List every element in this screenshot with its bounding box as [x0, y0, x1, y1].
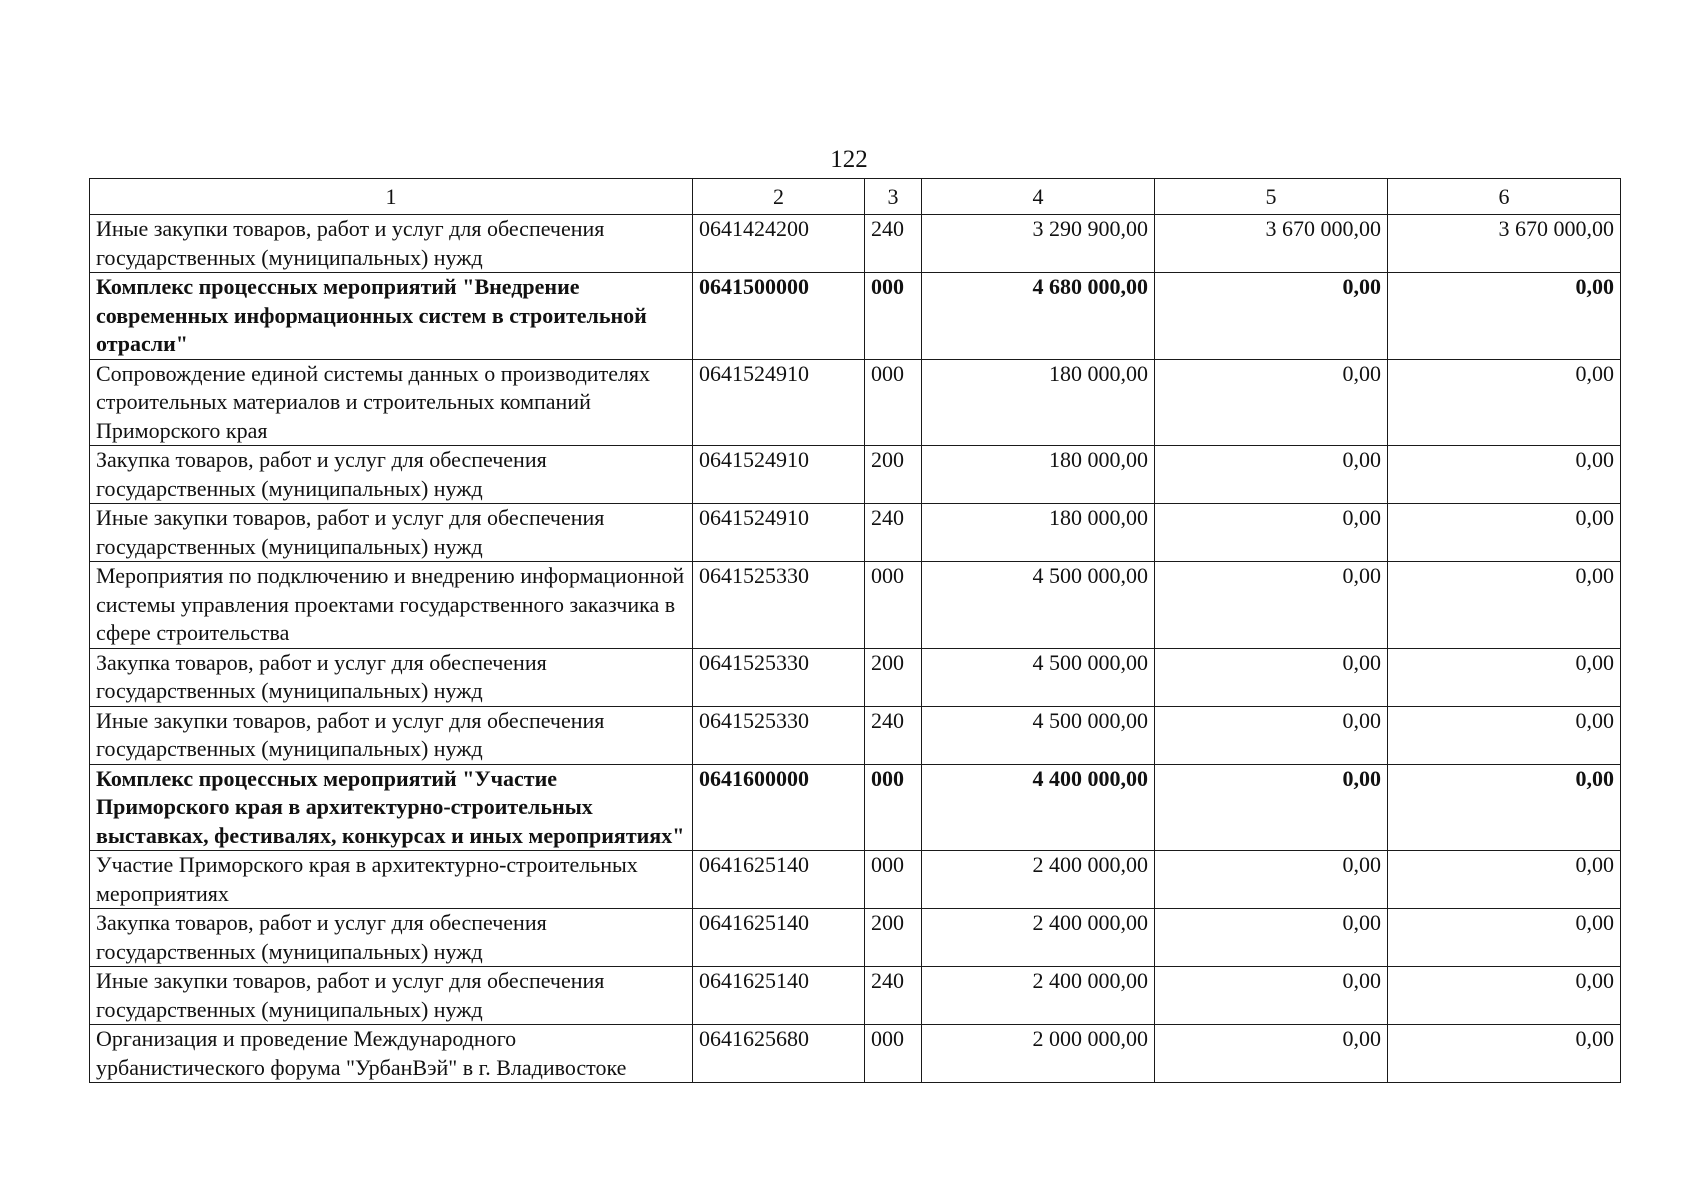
- row-value-4: 4 500 000,00: [922, 706, 1155, 764]
- row-value-4: 4 500 000,00: [922, 562, 1155, 649]
- row-name: Комплекс процессных мероприятий "Участие Приморского края в архитектурно-строительных выставках, фестивалях, конкурсах и иных мероприятиях": [90, 764, 693, 851]
- row-code: 0641600000: [693, 764, 865, 851]
- row-name: Закупка товаров, работ и услуг для обеспечения государственных (муниципальных) нужд: [90, 446, 693, 504]
- row-value-5: 0,00: [1155, 851, 1388, 909]
- row-value-6: 0,00: [1388, 967, 1621, 1025]
- row-value-5: 0,00: [1155, 446, 1388, 504]
- row-type: 000: [865, 764, 922, 851]
- row-value-6: 0,00: [1388, 851, 1621, 909]
- table-row: [90, 273, 1621, 360]
- row-value-5: 0,00: [1155, 967, 1388, 1025]
- table-row: [90, 504, 1621, 562]
- row-name: Сопровождение единой системы данных о производителях строительных материалов и строительных компаний Приморского края: [90, 359, 693, 446]
- row-value-4: 180 000,00: [922, 359, 1155, 446]
- row-value-4: 180 000,00: [922, 446, 1155, 504]
- row-value-6: 0,00: [1388, 273, 1621, 360]
- row-code: 0641525330: [693, 706, 865, 764]
- row-value-5: 0,00: [1155, 504, 1388, 562]
- row-code: 0641625140: [693, 967, 865, 1025]
- row-value-6: 0,00: [1388, 706, 1621, 764]
- row-value-6: 0,00: [1388, 648, 1621, 706]
- row-name: Организация и проведение Международного урбанистического форума "УрбанВэй" в г. Владивостоке: [90, 1025, 693, 1083]
- row-value-4: 180 000,00: [922, 504, 1155, 562]
- row-value-4: 2 400 000,00: [922, 851, 1155, 909]
- table-row: [90, 215, 1621, 273]
- row-value-6: 0,00: [1388, 446, 1621, 504]
- table-row: [90, 562, 1621, 649]
- table-header: [90, 179, 1621, 215]
- column-header-5: 5: [1155, 179, 1388, 215]
- table-row: [90, 764, 1621, 851]
- table-row: [90, 1025, 1621, 1083]
- row-type: 240: [865, 967, 922, 1025]
- row-name: Закупка товаров, работ и услуг для обеспечения государственных (муниципальных) нужд: [90, 648, 693, 706]
- column-header-6: 6: [1388, 179, 1621, 215]
- row-type: 200: [865, 446, 922, 504]
- table-row: [90, 967, 1621, 1025]
- row-type: 200: [865, 909, 922, 967]
- row-code: 0641525330: [693, 648, 865, 706]
- row-type: 200: [865, 648, 922, 706]
- row-value-5: 0,00: [1155, 359, 1388, 446]
- row-value-6: 3 670 000,00: [1388, 215, 1621, 273]
- table-row: [90, 851, 1621, 909]
- row-value-4: 4 500 000,00: [922, 648, 1155, 706]
- column-header-2: 2: [693, 179, 865, 215]
- row-value-5: 0,00: [1155, 648, 1388, 706]
- row-value-6: 0,00: [1388, 764, 1621, 851]
- table-row: [90, 909, 1621, 967]
- table-row: [90, 446, 1621, 504]
- row-name: Мероприятия по подключению и внедрению информационной системы управления проектами государственного заказчика в сфере строительства: [90, 562, 693, 649]
- row-code: 0641525330: [693, 562, 865, 649]
- row-name: Участие Приморского края в архитектурно-строительных мероприятиях: [90, 851, 693, 909]
- row-value-5: 0,00: [1155, 562, 1388, 649]
- table-row: [90, 359, 1621, 446]
- row-code: 0641625680: [693, 1025, 865, 1083]
- row-value-4: 3 290 900,00: [922, 215, 1155, 273]
- column-header-1: 1: [90, 179, 693, 215]
- row-code: 0641524910: [693, 504, 865, 562]
- row-name: Иные закупки товаров, работ и услуг для обеспечения государственных (муниципальных) нужд: [90, 504, 693, 562]
- row-code: 0641625140: [693, 851, 865, 909]
- row-value-5: 0,00: [1155, 764, 1388, 851]
- page-number: 122: [830, 146, 868, 173]
- row-code: 0641524910: [693, 446, 865, 504]
- row-name: Комплекс процессных мероприятий "Внедрение современных информационных систем в строительной отрасли": [90, 273, 693, 360]
- row-type: 240: [865, 504, 922, 562]
- table-body: [90, 215, 1621, 1083]
- row-type: 000: [865, 1025, 922, 1083]
- budget-table: [89, 178, 1621, 1083]
- row-value-4: 2 400 000,00: [922, 967, 1155, 1025]
- row-type: 000: [865, 273, 922, 360]
- row-value-5: 0,00: [1155, 273, 1388, 360]
- column-header-3: 3: [865, 179, 922, 215]
- table-row: [90, 648, 1621, 706]
- row-value-6: 0,00: [1388, 359, 1621, 446]
- column-header-4: 4: [922, 179, 1155, 215]
- row-type: 240: [865, 706, 922, 764]
- row-value-5: 0,00: [1155, 909, 1388, 967]
- row-value-4: 4 680 000,00: [922, 273, 1155, 360]
- row-value-4: 4 400 000,00: [922, 764, 1155, 851]
- row-code: 0641500000: [693, 273, 865, 360]
- row-name: Иные закупки товаров, работ и услуг для обеспечения государственных (муниципальных) нужд: [90, 215, 693, 273]
- row-value-5: 0,00: [1155, 706, 1388, 764]
- row-code: 0641625140: [693, 909, 865, 967]
- row-code: 0641524910: [693, 359, 865, 446]
- row-value-6: 0,00: [1388, 504, 1621, 562]
- row-name: Иные закупки товаров, работ и услуг для обеспечения государственных (муниципальных) нужд: [90, 967, 693, 1025]
- row-value-4: 2 000 000,00: [922, 1025, 1155, 1083]
- row-value-6: 0,00: [1388, 1025, 1621, 1083]
- row-value-6: 0,00: [1388, 909, 1621, 967]
- header-row: [90, 179, 1621, 215]
- row-type: 000: [865, 562, 922, 649]
- row-value-4: 2 400 000,00: [922, 909, 1155, 967]
- row-name: Иные закупки товаров, работ и услуг для обеспечения государственных (муниципальных) нужд: [90, 706, 693, 764]
- table-row: [90, 706, 1621, 764]
- row-value-6: 0,00: [1388, 562, 1621, 649]
- row-type: 240: [865, 215, 922, 273]
- row-type: 000: [865, 359, 922, 446]
- row-name: Закупка товаров, работ и услуг для обеспечения государственных (муниципальных) нужд: [90, 909, 693, 967]
- row-value-5: 3 670 000,00: [1155, 215, 1388, 273]
- row-type: 000: [865, 851, 922, 909]
- row-value-5: 0,00: [1155, 1025, 1388, 1083]
- row-code: 0641424200: [693, 215, 865, 273]
